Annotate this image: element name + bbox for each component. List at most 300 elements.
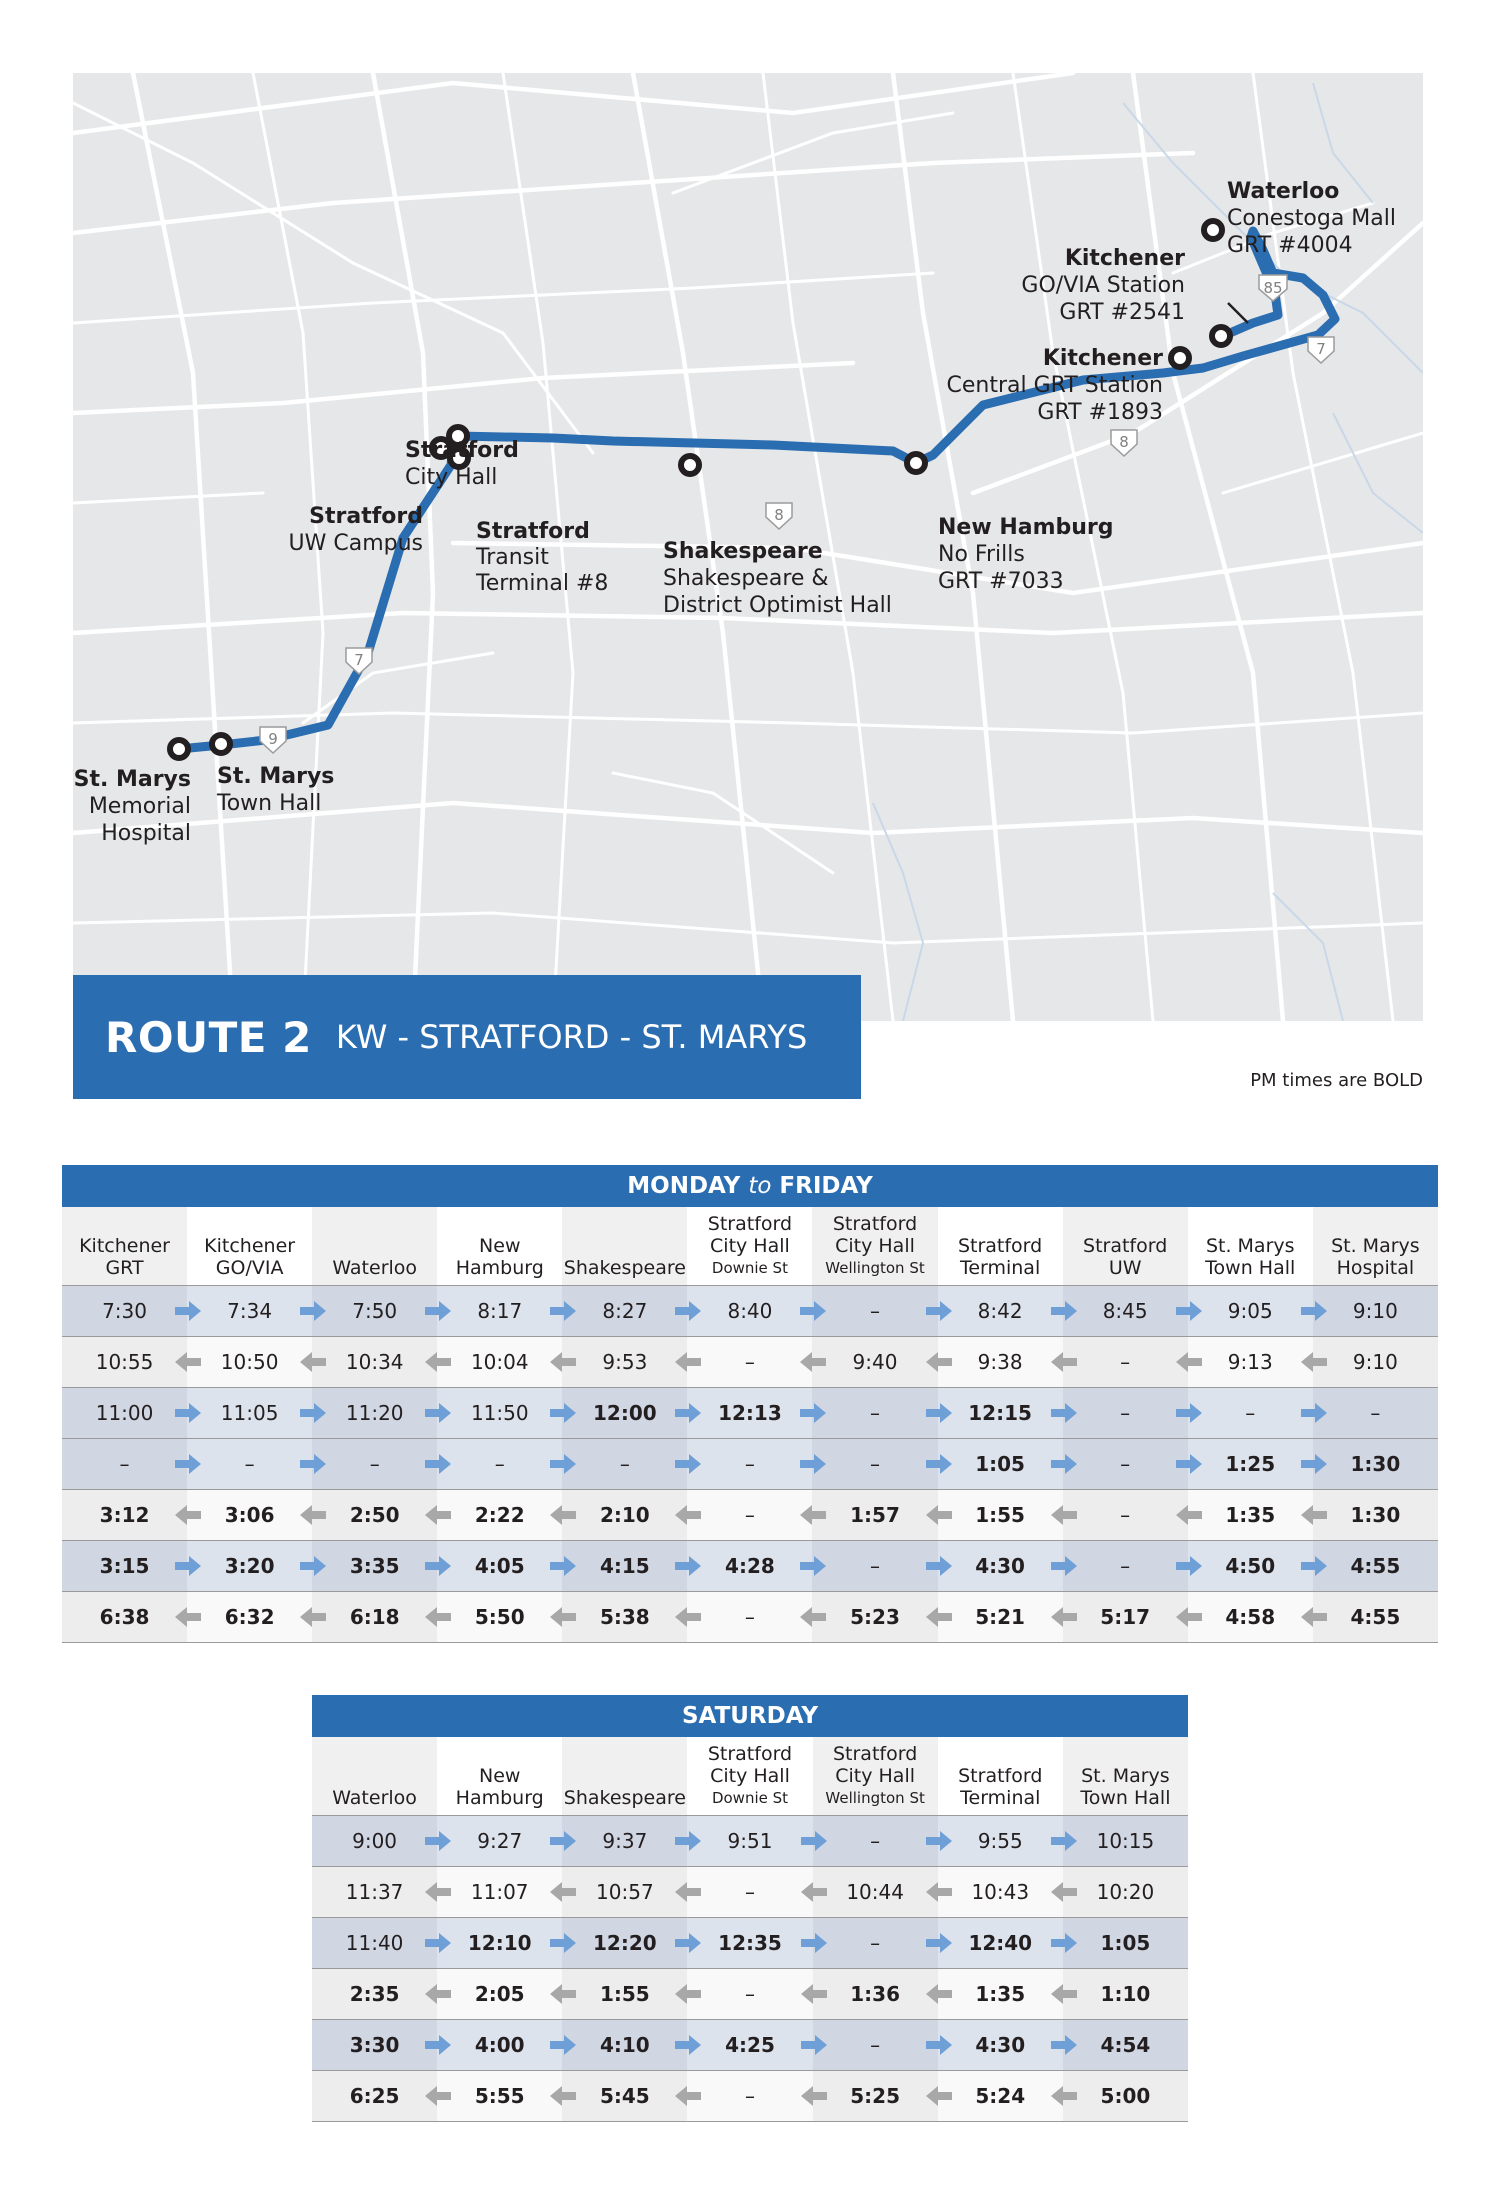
time-cell <box>437 1592 562 1643</box>
svg-text:Stratford: Stratford <box>476 519 590 544</box>
column-header-line: City Hall <box>710 1235 790 1257</box>
label-stmarys-townhall <box>216 764 334 816</box>
column-header-line: New <box>479 1235 521 1257</box>
time-value: 4:00 <box>474 2033 525 2057</box>
time-cell <box>437 1816 562 1867</box>
time-value: 5:21 <box>975 1605 1025 1629</box>
svg-text:8: 8 <box>774 506 784 524</box>
svg-text:No Frills: No Frills <box>938 542 1025 567</box>
time-cell <box>312 2071 437 2122</box>
column-header <box>562 1207 687 1286</box>
time-value: 10:20 <box>1096 1880 1155 1904</box>
arrow-right-icon <box>1049 1555 1079 1577</box>
svg-text:Stratford: Stratford <box>405 438 519 463</box>
time-cell <box>812 1592 937 1643</box>
column-header-line <box>562 1765 687 1787</box>
svg-text:Transit: Transit <box>476 545 549 570</box>
arrow-left-icon <box>924 1881 954 1903</box>
svg-text:9: 9 <box>268 730 278 748</box>
time-cell <box>562 1388 687 1439</box>
time-cell <box>687 1337 812 1388</box>
time-value: 8:17 <box>477 1299 523 1323</box>
time-value: 11:40 <box>345 1931 404 1955</box>
svg-text:City Hall: City Hall <box>405 465 498 490</box>
label-waterloo <box>1227 179 1396 258</box>
arrow-right-icon <box>298 1300 328 1322</box>
time-value: 2:05 <box>474 1982 525 2006</box>
time-value: 5:24 <box>975 2084 1026 2108</box>
time-value: 8:45 <box>1102 1299 1148 1323</box>
arrow-right-icon <box>673 1300 703 1322</box>
time-value: – <box>244 1452 255 1476</box>
arrow-right-icon <box>1299 1453 1329 1475</box>
time-value: 9:10 <box>1352 1299 1398 1323</box>
column-header-line: Terminal <box>960 1787 1041 1809</box>
arrow-right-icon <box>298 1555 328 1577</box>
table-row <box>62 1388 1438 1439</box>
time-value: 12:15 <box>968 1401 1032 1425</box>
arrow-right-icon <box>423 1830 453 1852</box>
arrow-left-icon <box>173 1504 203 1526</box>
arrow-left-icon <box>548 1881 578 1903</box>
column-header-line: New <box>478 1765 521 1787</box>
time-cell <box>437 1337 562 1388</box>
table-row <box>312 1918 1188 1969</box>
time-value: 10:34 <box>345 1350 404 1374</box>
time-value: – <box>1120 1452 1131 1476</box>
highway-7-shield <box>346 648 372 674</box>
time-value: 12:35 <box>718 1931 782 1955</box>
arrow-right-icon <box>673 1555 703 1577</box>
stop-kitchener-central[interactable] <box>1171 349 1189 367</box>
time-value: 5:00 <box>1100 2084 1151 2108</box>
time-value: 6:32 <box>224 1605 275 1629</box>
time-cell <box>938 1969 1063 2020</box>
arrow-right-icon <box>548 1453 578 1475</box>
time-cell <box>1063 1439 1188 1490</box>
arrow-left-icon <box>1174 1351 1204 1373</box>
svg-text:GRT #2541: GRT #2541 <box>1059 300 1185 325</box>
time-cell <box>1063 1867 1188 1918</box>
time-cell <box>187 1592 312 1643</box>
pm-times-note: PM times are BOLD <box>1250 1070 1423 1091</box>
time-value: 3:35 <box>349 1554 400 1578</box>
arrow-left-icon <box>173 1351 203 1373</box>
column-header-line: Hospital <box>1336 1257 1415 1279</box>
time-value: 12:10 <box>467 1931 532 1955</box>
arrow-right-icon <box>173 1402 203 1424</box>
arrow-right-icon <box>423 1453 453 1475</box>
column-header <box>687 1207 812 1286</box>
column-header <box>1063 1207 1188 1286</box>
time-value: 4:55 <box>1350 1605 1401 1629</box>
time-value: – <box>1120 1350 1131 1374</box>
arrow-left-icon <box>799 2085 829 2107</box>
arrow-left-icon <box>548 1983 578 2005</box>
time-cell <box>62 1337 187 1388</box>
arrow-right-icon <box>1174 1453 1204 1475</box>
time-cell <box>1188 1541 1313 1592</box>
arrow-left-icon <box>548 1351 578 1373</box>
column-header <box>813 1737 938 1816</box>
time-value: – <box>870 1554 880 1578</box>
svg-text:Stratford: Stratford <box>309 504 423 529</box>
arrow-right-icon <box>924 1402 954 1424</box>
time-cell <box>1313 1439 1438 1490</box>
arrow-left-icon <box>673 2085 703 2107</box>
time-cell <box>938 1286 1063 1337</box>
label-stratford-uw <box>289 504 424 556</box>
arrow-right-icon <box>298 1453 328 1475</box>
time-cell <box>437 1969 562 2020</box>
time-value: – <box>744 1452 755 1476</box>
stop-shakespeare[interactable] <box>681 456 699 474</box>
time-cell <box>1313 1490 1438 1541</box>
time-cell <box>1063 2071 1188 2122</box>
svg-text:7: 7 <box>354 651 364 669</box>
saturday-schedule-table <box>312 1695 1188 2122</box>
time-cell <box>1313 1286 1438 1337</box>
time-cell <box>312 1592 437 1643</box>
time-value: 10:43 <box>971 1880 1030 1904</box>
time-value: 9:27 <box>477 1829 523 1853</box>
arrow-right-icon <box>423 1555 453 1577</box>
column-header-line: GRT <box>105 1257 144 1279</box>
column-header-line <box>562 1235 687 1257</box>
time-cell <box>562 1490 687 1541</box>
svg-text:8: 8 <box>1119 433 1129 451</box>
time-cell <box>1063 1286 1188 1337</box>
time-value: 1:35 <box>1225 1503 1276 1527</box>
stop-new-hamburg[interactable] <box>907 454 925 472</box>
time-cell <box>938 1918 1063 1969</box>
time-value: 5:17 <box>1100 1605 1151 1629</box>
arrow-left-icon <box>1299 1606 1329 1628</box>
time-value: 12:20 <box>593 1931 657 1955</box>
time-cell <box>1313 1337 1438 1388</box>
time-cell <box>938 2071 1063 2122</box>
time-value: – <box>1120 1401 1131 1425</box>
time-value: 11:05 <box>220 1401 279 1425</box>
column-header-line: Terminal <box>959 1257 1041 1279</box>
time-value: 3:20 <box>224 1554 275 1578</box>
time-cell <box>938 1490 1063 1541</box>
time-value: 4:55 <box>1350 1554 1401 1578</box>
time-value: 9:55 <box>977 1829 1023 1853</box>
column-header <box>62 1207 187 1286</box>
time-cell <box>938 1337 1063 1388</box>
time-cell <box>687 1592 812 1643</box>
time-cell <box>1188 1490 1313 1541</box>
column-header-line <box>312 1235 437 1257</box>
time-cell <box>312 1541 437 1592</box>
svg-text:St. Marys: St. Marys <box>217 764 335 789</box>
time-cell <box>562 1969 687 2020</box>
time-value: – <box>119 1452 130 1476</box>
time-value: – <box>744 1503 755 1527</box>
time-cell <box>62 1439 187 1490</box>
time-cell <box>1313 1541 1438 1592</box>
time-value: 9:53 <box>602 1350 648 1374</box>
time-cell <box>562 1816 687 1867</box>
time-value: – <box>1370 1401 1381 1425</box>
column-header-line: Wellington St <box>825 1789 925 1807</box>
time-cell <box>813 1867 938 1918</box>
time-cell <box>437 1918 562 1969</box>
arrow-right-icon <box>423 2034 453 2056</box>
arrow-left-icon <box>924 1983 954 2005</box>
stop-waterloo[interactable] <box>1204 221 1222 239</box>
time-value: 7:34 <box>227 1299 273 1323</box>
time-cell <box>1188 1592 1313 1643</box>
time-value: 12:00 <box>593 1401 657 1425</box>
column-header <box>312 1207 437 1286</box>
table-row <box>62 1337 1438 1388</box>
column-header <box>1313 1207 1438 1286</box>
time-value: – <box>619 1452 630 1476</box>
svg-text:Central GRT Station: Central GRT Station <box>946 373 1163 398</box>
time-value: 11:50 <box>470 1401 529 1425</box>
time-cell <box>938 1592 1063 1643</box>
arrow-left-icon <box>924 1351 954 1373</box>
table-row <box>312 1867 1188 1918</box>
arrow-left-icon <box>1049 2085 1079 2107</box>
label-stmarys-hospital <box>74 767 191 846</box>
time-cell <box>938 1439 1063 1490</box>
table-row <box>312 2071 1188 2122</box>
arrow-right-icon <box>548 1300 578 1322</box>
svg-text:Shakespeare &: Shakespeare & <box>663 566 829 591</box>
arrow-right-icon <box>423 1402 453 1424</box>
time-value: – <box>870 2033 881 2057</box>
column-header-line: Shakespeare <box>563 1257 686 1279</box>
arrow-right-icon <box>423 1300 453 1322</box>
saturday-table-title: SATURDAY <box>312 1695 1188 1737</box>
arrow-left-icon <box>798 1606 828 1628</box>
header-row <box>312 1737 1188 1816</box>
time-cell <box>813 1918 938 1969</box>
arrow-right-icon <box>173 1453 203 1475</box>
stop-stmarys-townhall[interactable] <box>212 735 230 753</box>
time-cell <box>687 1490 812 1541</box>
time-cell <box>938 1867 1063 1918</box>
time-cell <box>62 1592 187 1643</box>
arrow-left-icon <box>799 1881 829 1903</box>
time-cell <box>312 1286 437 1337</box>
time-cell <box>938 2020 1063 2071</box>
time-cell <box>187 1337 312 1388</box>
time-value: 8:40 <box>727 1299 773 1323</box>
time-cell <box>312 1337 437 1388</box>
time-cell <box>312 1816 437 1867</box>
column-header-line: Downie St <box>711 1789 789 1807</box>
arrow-right-icon <box>1049 1932 1079 1954</box>
column-header-line: Stratford <box>707 1213 793 1235</box>
column-header <box>938 1207 1063 1286</box>
time-cell <box>562 1286 687 1337</box>
time-value: 5:23 <box>850 1605 900 1629</box>
svg-text:7: 7 <box>1316 340 1326 358</box>
time-value: 8:42 <box>977 1299 1023 1323</box>
arrow-left-icon <box>1299 1351 1329 1373</box>
time-cell <box>1188 1286 1313 1337</box>
time-cell <box>187 1490 312 1541</box>
arrow-right-icon <box>1174 1300 1204 1322</box>
column-header <box>687 1737 812 1816</box>
time-value: 9:37 <box>602 1829 648 1853</box>
time-cell <box>562 1867 687 1918</box>
arrow-left-icon <box>298 1351 328 1373</box>
arrow-left-icon <box>548 2085 578 2107</box>
time-cell <box>1063 1388 1188 1439</box>
time-value: 1:35 <box>975 1982 1026 2006</box>
time-value: 1:05 <box>1100 1931 1151 1955</box>
time-cell <box>687 2020 812 2071</box>
arrow-right-icon <box>548 1932 578 1954</box>
column-header <box>437 1207 562 1286</box>
arrow-right-icon <box>673 2034 703 2056</box>
time-cell <box>312 1969 437 2020</box>
time-value: 1:25 <box>1225 1452 1276 1476</box>
label-new-hamburg <box>938 515 1114 594</box>
svg-text:GO/VIA Station: GO/VIA Station <box>1021 273 1185 298</box>
time-value: – <box>744 1982 755 2006</box>
svg-text:85: 85 <box>1263 279 1283 297</box>
arrow-right-icon <box>673 1453 703 1475</box>
svg-text:Kitchener: Kitchener <box>1042 346 1163 371</box>
svg-text:St. Marys: St. Marys <box>73 767 191 792</box>
column-header <box>437 1737 562 1816</box>
stop-stmarys-hospital[interactable] <box>170 740 188 758</box>
time-cell <box>437 2020 562 2071</box>
time-value: 4:05 <box>474 1554 525 1578</box>
arrow-left-icon <box>423 1351 453 1373</box>
time-value: 4:10 <box>599 2033 650 2057</box>
time-value: 4:15 <box>599 1554 650 1578</box>
time-cell <box>812 1439 937 1490</box>
column-header-line: Stratford <box>832 1213 918 1235</box>
time-cell <box>1063 1592 1188 1643</box>
label-shakespeare <box>663 539 892 618</box>
arrow-right-icon <box>298 1402 328 1424</box>
time-cell <box>312 1388 437 1439</box>
time-value: 4:50 <box>1225 1554 1276 1578</box>
arrow-left-icon <box>548 1504 578 1526</box>
column-header <box>1188 1207 1313 1286</box>
arrow-left-icon <box>673 1504 703 1526</box>
column-header-line: Stratford <box>1083 1235 1168 1257</box>
column-header-line: Stratford <box>957 1235 1043 1257</box>
time-value: – <box>744 2084 755 2108</box>
time-value: – <box>744 1880 755 1904</box>
arrow-right-icon <box>1049 1402 1079 1424</box>
arrow-left-icon <box>423 1983 453 2005</box>
time-value: 2:22 <box>474 1503 525 1527</box>
time-value: 6:38 <box>99 1605 150 1629</box>
arrow-right-icon <box>798 1300 828 1322</box>
highway-8-shield <box>1111 430 1137 456</box>
time-cell <box>562 1337 687 1388</box>
arrow-right-icon <box>924 1932 954 1954</box>
time-value: 10:50 <box>220 1350 279 1374</box>
time-value: 1:57 <box>850 1503 900 1527</box>
time-value: 10:57 <box>596 1880 654 1904</box>
time-value: 1:30 <box>1350 1452 1401 1476</box>
time-value: 7:50 <box>352 1299 398 1323</box>
arrow-right-icon <box>924 1555 954 1577</box>
svg-text:Town Hall: Town Hall <box>217 791 322 816</box>
time-value: – <box>870 1452 880 1476</box>
time-cell <box>312 1867 437 1918</box>
arrow-right-icon <box>1299 1555 1329 1577</box>
arrow-left-icon <box>799 1983 829 2005</box>
time-cell <box>312 2020 437 2071</box>
table-row <box>312 1816 1188 1867</box>
column-header-line: Wellington St <box>825 1259 925 1277</box>
time-value: 10:04 <box>470 1350 529 1374</box>
arrow-left-icon <box>1049 1983 1079 2005</box>
table-row <box>312 2020 1188 2071</box>
svg-text:Shakespeare: Shakespeare <box>663 539 823 564</box>
time-value: 11:07 <box>470 1880 529 1904</box>
time-cell <box>437 1439 562 1490</box>
time-value: 11:00 <box>95 1401 154 1425</box>
time-value: – <box>1245 1401 1256 1425</box>
column-header-line: City Hall <box>835 1765 916 1787</box>
time-cell <box>312 1490 437 1541</box>
arrow-right-icon <box>173 1300 203 1322</box>
time-value: 9:10 <box>1352 1350 1398 1374</box>
time-value: 2:10 <box>599 1503 650 1527</box>
svg-text:Memorial: Memorial <box>88 794 191 819</box>
svg-text:Waterloo: Waterloo <box>1227 179 1340 204</box>
time-cell <box>812 1388 937 1439</box>
svg-text:GRT #1893: GRT #1893 <box>1037 400 1163 425</box>
arrow-right-icon <box>1174 1555 1204 1577</box>
time-cell <box>812 1337 937 1388</box>
arrow-right-icon <box>548 1830 578 1852</box>
arrow-left-icon <box>1174 1504 1204 1526</box>
time-cell <box>1063 1541 1188 1592</box>
time-cell <box>562 1918 687 1969</box>
time-value: – <box>870 1401 880 1425</box>
time-value: 12:13 <box>718 1401 782 1425</box>
time-cell <box>562 2020 687 2071</box>
time-value: 1:05 <box>975 1452 1025 1476</box>
arrow-left-icon <box>1049 1351 1079 1373</box>
column-header-line: City Hall <box>835 1235 915 1257</box>
column-header <box>1063 1737 1188 1816</box>
stop-kitchener-govia[interactable] <box>1212 327 1230 345</box>
arrow-right-icon <box>1049 1830 1079 1852</box>
time-value: – <box>369 1452 380 1476</box>
time-value: 5:38 <box>599 1605 650 1629</box>
arrow-right-icon <box>798 1453 828 1475</box>
time-value: 9:40 <box>852 1350 898 1374</box>
time-cell <box>1063 1490 1188 1541</box>
time-cell <box>687 1388 812 1439</box>
time-value: 1:30 <box>1350 1503 1401 1527</box>
table-row <box>62 1592 1438 1643</box>
time-cell <box>562 2071 687 2122</box>
time-cell <box>687 1918 812 1969</box>
time-cell <box>187 1541 312 1592</box>
time-value: 7:30 <box>102 1299 147 1323</box>
time-cell <box>187 1286 312 1337</box>
arrow-left-icon <box>1299 1504 1329 1526</box>
arrow-right-icon <box>924 2034 954 2056</box>
svg-text:New Hamburg: New Hamburg <box>938 515 1114 540</box>
